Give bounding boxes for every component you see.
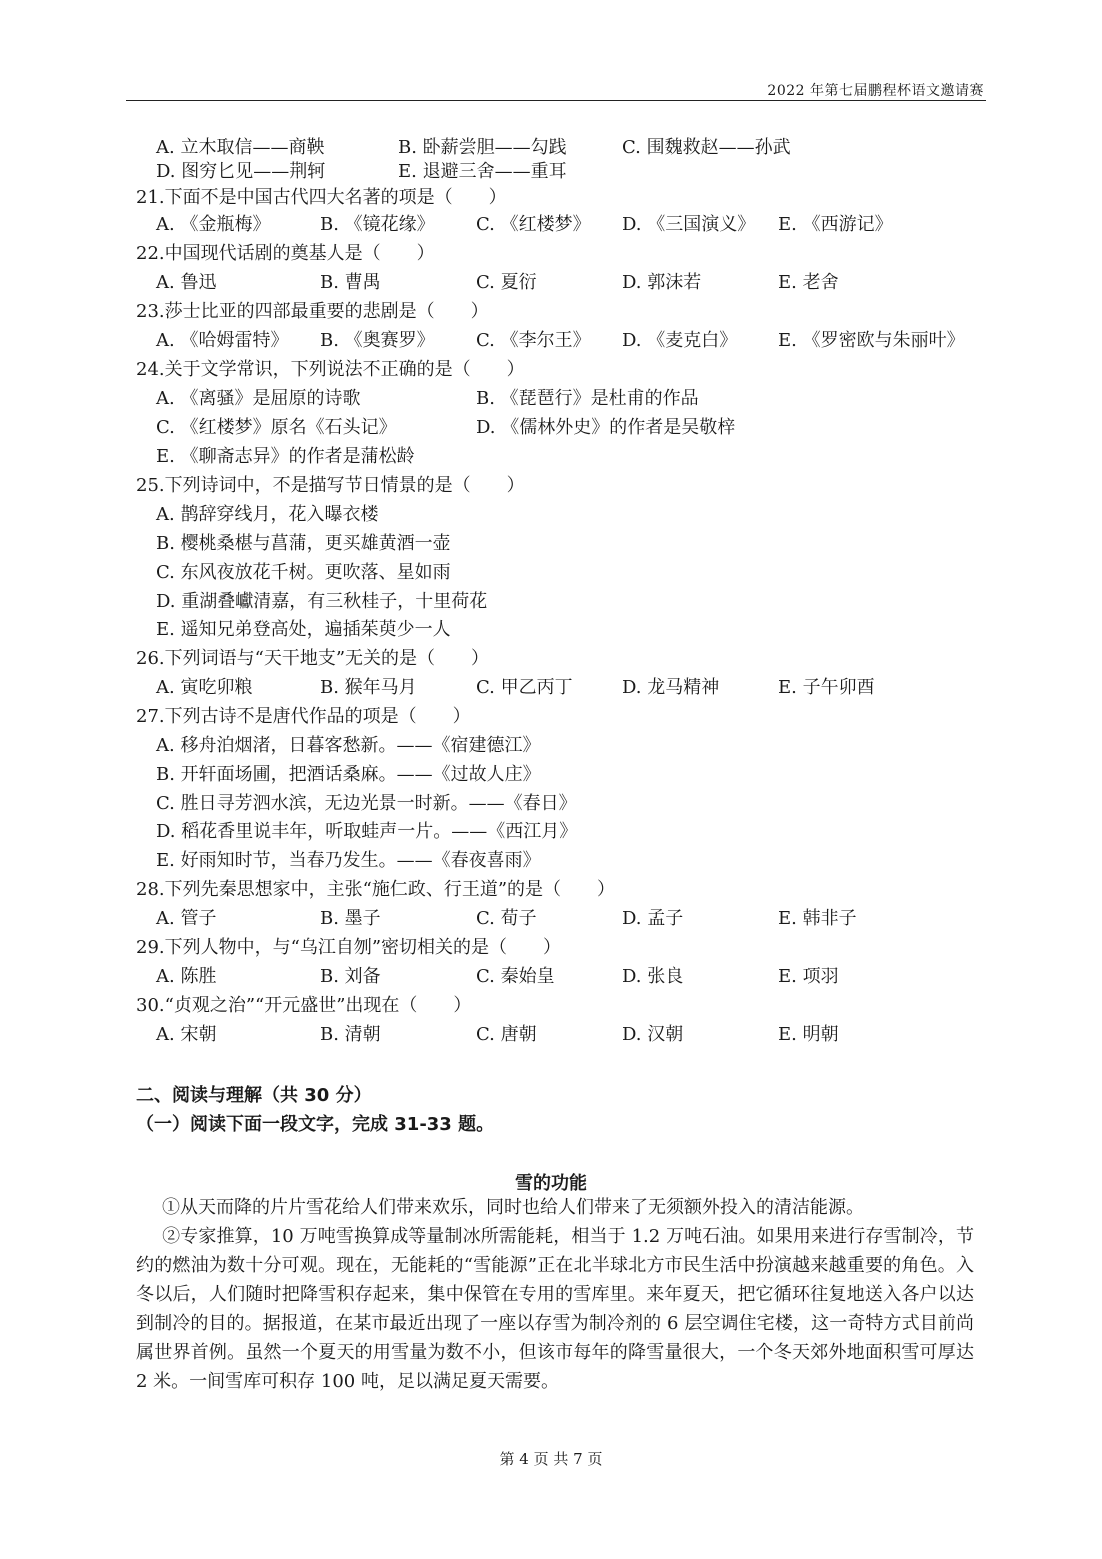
page-header-title: 2022 年第七届鹏程杯语文邀请赛 xyxy=(767,83,984,99)
article-paragraph-1-text: ①从天而降的片片雪花给人们带来欢乐，同时也给人们带来了无须额外投入的清洁能源。 xyxy=(162,1197,864,1218)
q27-option-e: E. 好雨知时节，当春乃发生。——《春夜喜雨》 xyxy=(156,850,541,871)
q21-option-e: E. 《西游记》 xyxy=(778,214,893,235)
q30-option-c: C. 唐朝 xyxy=(476,1024,537,1045)
q23-option-b: B. 《奥赛罗》 xyxy=(320,330,435,351)
q26-option-d: D. 龙马精神 xyxy=(622,677,720,698)
q27-option-a: A. 移舟泊烟渚，日暮客愁新。——《宿建德江》 xyxy=(156,735,541,756)
q24-option-b: B. 《琵琶行》是杜甫的作品 xyxy=(476,388,699,409)
page-footer: 第 4 页 共 7 页 xyxy=(499,1450,603,1468)
question-28-stem: 28.下列先秦思想家中，主张“施仁政、行王道”的是（ ） xyxy=(136,879,616,900)
q28-option-a: A. 管子 xyxy=(156,908,217,929)
q24-option-d: D. 《儒林外史》的作者是吴敬梓 xyxy=(476,417,736,438)
q20-option-a: A. 立木取信——商鞅 xyxy=(156,137,325,158)
q22-option-c: C. 夏衍 xyxy=(476,272,537,293)
q23-option-d: D. 《麦克白》 xyxy=(622,330,738,351)
q21-option-b: B. 《镜花缘》 xyxy=(320,214,435,235)
section-subheading: （一）阅读下面一段文字，完成 31-33 题。 xyxy=(136,1114,495,1135)
q21-option-c: C. 《红楼梦》 xyxy=(476,214,591,235)
q26-option-b: B. 猴年马月 xyxy=(320,677,417,698)
q20-option-c: C. 围魏救赵——孙武 xyxy=(622,137,791,158)
q29-option-a: A. 陈胜 xyxy=(156,966,217,987)
q25-option-c: C. 东风夜放花千树。更吹落、星如雨 xyxy=(156,562,451,583)
q23-option-c: C. 《李尔王》 xyxy=(476,330,591,351)
q20-option-b: B. 卧薪尝胆——勾践 xyxy=(398,137,567,158)
q30-option-a: A. 宋朝 xyxy=(156,1024,217,1045)
q29-option-b: B. 刘备 xyxy=(320,966,381,987)
q27-option-b: B. 开轩面场圃，把酒话桑麻。——《过故人庄》 xyxy=(156,764,541,785)
q27-option-c: C. 胜日寻芳泗水滨，无边光景一时新。——《春日》 xyxy=(156,793,577,814)
q28-option-c: C. 荀子 xyxy=(476,908,537,929)
q24-option-c: C. 《红楼梦》原名《石头记》 xyxy=(156,417,397,438)
q20-option-e: E. 退避三舍——重耳 xyxy=(398,161,567,182)
article-paragraph-2-text: ②专家推算，10 万吨雪换算成等量制冰所需能耗，相当于 1.2 万吨石油。如果用来进行存雪制冷，节约的燃油为数十分可观。现在，无能耗的“雪能源”正在北半球北方市民生活中扮演越来越重要的角色。入冬以后，人们随时把降雪积存起来，集中保管在专用的雪库里。来年夏天，把它循环往复地送入各户以达到制冷的目的。据报道，在某市最近出现了一座以存雪为制冷剂的 6 层空调住宅楼，这一奇特方式目前尚属世界首例。虽然一个夏天的用雪量为数不小，但该市每年的降雪量很大，一个冬天郊外地面积雪可厚达 2 米。一间雪库可积存 100 吨，足以满足夏天需要。 xyxy=(136,1226,974,1392)
question-25-stem: 25.下列诗词中，不是描写节日情景的是（ ） xyxy=(136,475,525,496)
question-29-stem: 29.下列人物中，与“乌江自刎”密切相关的是（ ） xyxy=(136,937,562,958)
q23-option-a: A. 《哈姆雷特》 xyxy=(156,330,289,351)
q29-option-e: E. 项羽 xyxy=(778,966,839,987)
header-rule xyxy=(126,100,986,101)
q23-option-e: E. 《罗密欧与朱丽叶》 xyxy=(778,330,965,351)
q25-option-e: E. 遥知兄弟登高处，遍插茱萸少一人 xyxy=(156,619,451,640)
q22-option-e: E. 老舍 xyxy=(778,272,839,293)
q30-option-e: E. 明朝 xyxy=(778,1024,839,1045)
q26-option-c: C. 甲乙丙丁 xyxy=(476,677,573,698)
q29-option-d: D. 张良 xyxy=(622,966,684,987)
q25-option-d: D. 重湖叠巘清嘉，有三秋桂子，十里荷花 xyxy=(156,591,488,612)
section-heading: 二、阅读与理解（共 30 分） xyxy=(136,1085,372,1106)
q24-option-e: E. 《聊斋志异》的作者是蒲松龄 xyxy=(156,446,415,467)
q21-option-a: A. 《金瓶梅》 xyxy=(156,214,271,235)
article-paragraph-1 xyxy=(136,1193,974,1222)
q22-option-b: B. 曹禺 xyxy=(320,272,381,293)
q24-option-a: A. 《离骚》是屈原的诗歌 xyxy=(156,388,361,409)
q26-option-e: E. 子午卯酉 xyxy=(778,677,875,698)
q21-option-d: D. 《三国演义》 xyxy=(622,214,756,235)
q25-option-a: A. 鹊辞穿线月，花入曝衣楼 xyxy=(156,504,379,525)
question-24-stem: 24.关于文学常识，下列说法不正确的是（ ） xyxy=(136,359,525,380)
article-title: 雪的功能 xyxy=(515,1173,587,1194)
question-26-stem: 26.下列词语与“天干地支”无关的是（ ） xyxy=(136,648,490,669)
question-23-stem: 23.莎士比亚的四部最重要的悲剧是（ ） xyxy=(136,301,489,322)
q28-option-e: E. 韩非子 xyxy=(778,908,857,929)
q29-option-c: C. 秦始皇 xyxy=(476,966,555,987)
q25-option-b: B. 樱桃桑椹与菖蒲，更买雄黄酒一壶 xyxy=(156,533,451,554)
article-paragraph-2 xyxy=(136,1222,974,1396)
question-21-stem: 21.下面不是中国古代四大名著的项是（ ） xyxy=(136,187,507,208)
question-30-stem: 30.“贞观之治”“开元盛世”出现在（ ） xyxy=(136,995,472,1016)
question-22-stem: 22.中国现代话剧的奠基人是（ ） xyxy=(136,243,435,264)
q22-option-a: A. 鲁迅 xyxy=(156,272,217,293)
q28-option-d: D. 孟子 xyxy=(622,908,684,929)
q30-option-b: B. 清朝 xyxy=(320,1024,381,1045)
q27-option-d: D. 稻花香里说丰年，听取蛙声一片。——《西江月》 xyxy=(156,821,578,842)
q30-option-d: D. 汉朝 xyxy=(622,1024,684,1045)
q28-option-b: B. 墨子 xyxy=(320,908,381,929)
question-27-stem: 27.下列古诗不是唐代作品的项是（ ） xyxy=(136,706,471,727)
q26-option-a: A. 寅吃卯粮 xyxy=(156,677,253,698)
q20-option-d: D. 图穷匕见——荆轲 xyxy=(156,161,326,182)
q22-option-d: D. 郭沫若 xyxy=(622,272,702,293)
